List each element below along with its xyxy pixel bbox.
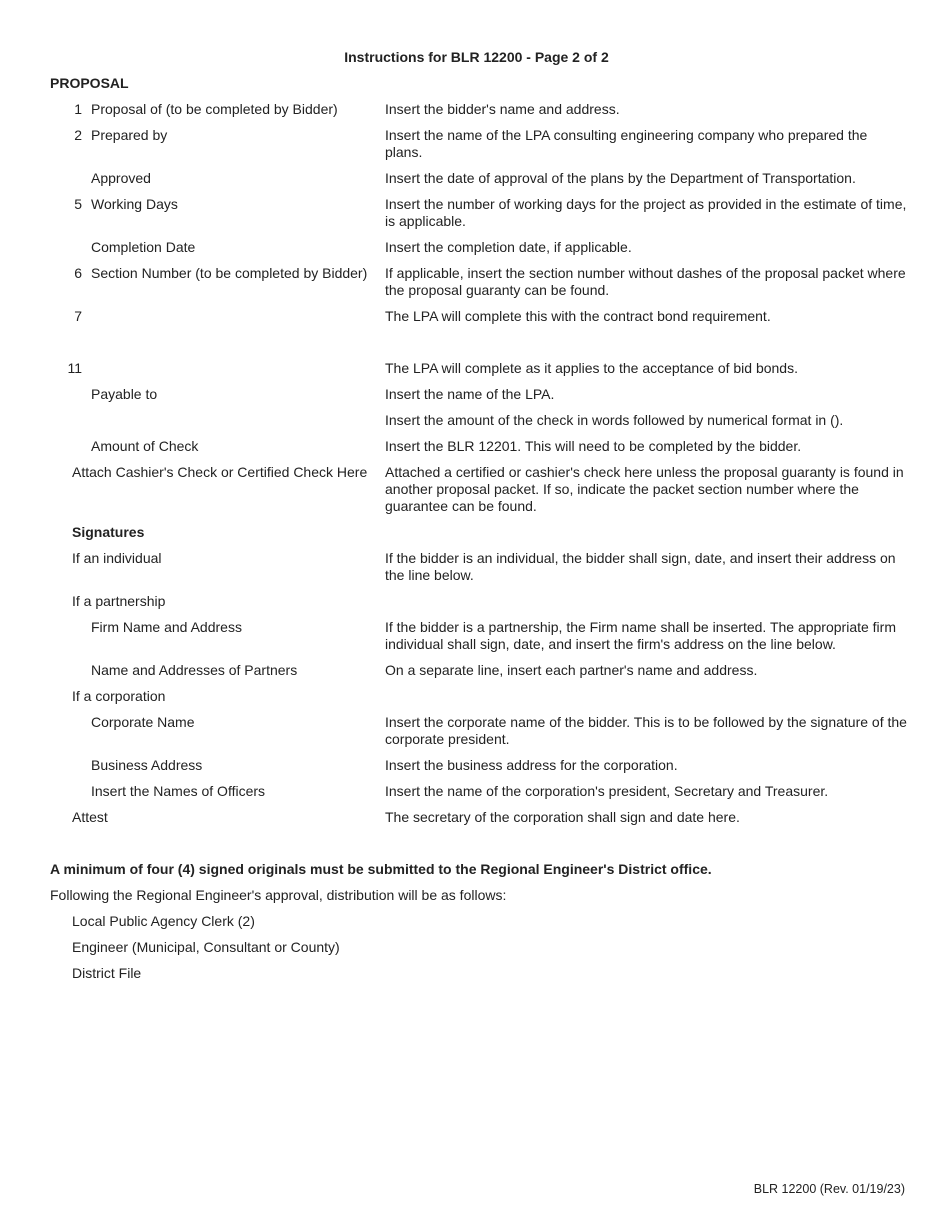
- row-description: The secretary of the corporation shall sign and date here.: [385, 809, 740, 825]
- row-description: If the bidder is a partnership, the Firm name shall be inserted. The appropriate firm individual shall sign, date, and insert the firm's address on the line below.: [385, 619, 896, 652]
- distribution-item: Engineer (Municipal, Consultant or County): [72, 939, 340, 955]
- row-description: Insert the name of the LPA.: [385, 386, 555, 402]
- row-label: If a corporation: [72, 688, 166, 704]
- distribution-intro: Following the Regional Engineer's approval, distribution will be as follows:: [50, 887, 507, 903]
- row-description: Insert the BLR 12201. This will need to be completed by the bidder.: [385, 438, 802, 454]
- row-number: 6: [74, 265, 82, 281]
- row-label: Section Number (to be completed by Bidder): [91, 265, 368, 281]
- section-heading-proposal: PROPOSAL: [50, 75, 129, 91]
- row-description: If applicable, insert the section number without dashes of the proposal packet where the proposal guaranty can be found.: [385, 265, 906, 298]
- row-description: Insert the date of approval of the plans by the Department of Transportation.: [385, 170, 856, 186]
- row-description: Attached a certified or cashier's check here unless the proposal guaranty is found in another proposal packet. If so, indicate the packet section number where the guarantee can be found.: [385, 464, 904, 514]
- row-label: Payable to: [91, 386, 158, 402]
- row-description: If the bidder is an individual, the bidder shall sign, date, and insert their address on the line below.: [385, 550, 896, 583]
- row-label: Prepared by: [91, 127, 168, 143]
- row-description: Insert the corporate name of the bidder. This is to be followed by the signature of the corporate president.: [385, 714, 907, 747]
- row-description: On a separate line, insert each partner's name and address.: [385, 662, 758, 678]
- submission-note: A minimum of four (4) signed originals must be submitted to the Regional Engineer's District office.: [50, 861, 712, 877]
- row-description: Insert the name of the corporation's president, Secretary and Treasurer.: [385, 783, 829, 799]
- row-number: 7: [74, 308, 82, 324]
- signatures-heading: Signatures: [72, 524, 145, 540]
- row-label: Working Days: [91, 196, 178, 212]
- row-number: 1: [74, 101, 82, 117]
- row-label: Approved: [91, 170, 151, 186]
- row-label: Attest: [72, 809, 108, 825]
- form-revision-footer: BLR 12200 (Rev. 01/19/23): [753, 1182, 905, 1196]
- row-label: Attach Cashier's Check or Certified Check Here: [72, 464, 368, 480]
- row-description: Insert the number of working days for the project as provided in the estimate of time, is applicable.: [385, 196, 907, 229]
- row-description: Insert the bidder's name and address.: [385, 101, 620, 117]
- row-label: Business Address: [91, 757, 203, 773]
- distribution-item: Local Public Agency Clerk (2): [72, 913, 255, 929]
- row-label: Name and Addresses of Partners: [91, 662, 298, 678]
- row-description: Insert the business address for the corporation.: [385, 757, 678, 773]
- row-number: 2: [74, 127, 82, 143]
- row-label: Insert the Names of Officers: [91, 783, 266, 799]
- row-label: Completion Date: [91, 239, 196, 255]
- distribution-item: District File: [72, 965, 142, 981]
- row-label: Amount of Check: [91, 438, 199, 454]
- row-number: 11: [67, 360, 82, 376]
- row-label: Corporate Name: [91, 714, 195, 730]
- row-number: 5: [74, 196, 82, 212]
- row-description: Insert the name of the LPA consulting engineering company who prepared the plans.: [385, 127, 868, 160]
- row-description: The LPA will complete this with the contract bond requirement.: [385, 308, 771, 324]
- row-description: Insert the amount of the check in words followed by numerical format in ().: [385, 412, 844, 428]
- row-label: Proposal of (to be completed by Bidder): [91, 101, 338, 117]
- row-label: If an individual: [72, 550, 162, 566]
- row-description: Insert the completion date, if applicable.: [385, 239, 632, 255]
- row-label: If a partnership: [72, 593, 166, 609]
- row-label: Firm Name and Address: [91, 619, 242, 635]
- page-title: Instructions for BLR 12200 - Page 2 of 2: [344, 49, 609, 65]
- row-description: The LPA will complete as it applies to the acceptance of bid bonds.: [385, 360, 798, 376]
